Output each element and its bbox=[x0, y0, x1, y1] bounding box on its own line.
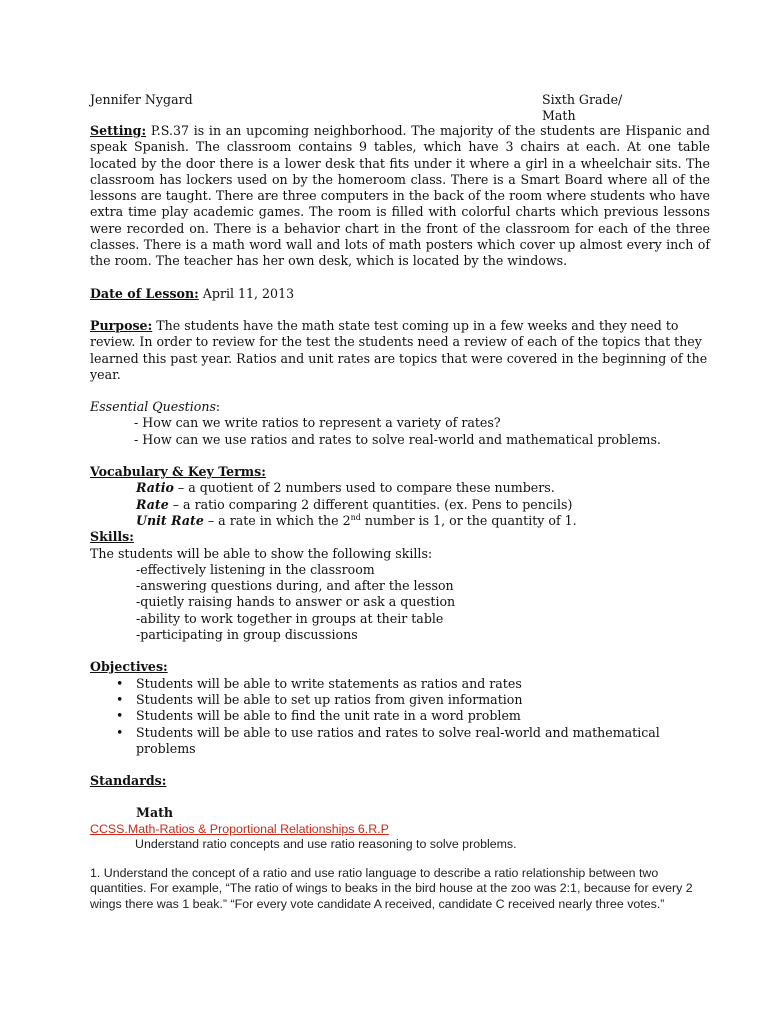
standard-1-text: 1. Understand the concept of a ratio and use ratio language to describe a ratio relationship between two quantities. For example, “The ratio of wings to beaks in the bird house at the zoo was 2:1, because for every 2 wings there was 1 beak.” “For every vote candidate A received, candidate C received nearly three votes.” bbox=[90, 865, 693, 911]
vocab-term-rate: Rate – a ratio comparing 2 different quantities. (ex. Pens to pencils) bbox=[136, 496, 573, 512]
vocabulary-heading: Vocabulary & Key Terms: bbox=[90, 464, 266, 480]
standards-subject: Math bbox=[136, 805, 174, 821]
skill-item: -ability to work together in groups at their table bbox=[136, 610, 444, 626]
setting-heading: Setting: bbox=[90, 123, 147, 138]
grade-subject: Sixth Grade/ Math bbox=[542, 92, 623, 124]
date-heading: Date of Lesson: bbox=[90, 285, 199, 301]
objective-item: • Students will be able to write statements as ratios and rates bbox=[90, 676, 710, 692]
setting-section bbox=[90, 123, 710, 270]
date-value: April 11, 2013 bbox=[202, 285, 295, 301]
skill-item: -answering questions during, and after the lesson bbox=[136, 578, 454, 594]
skills-heading: Skills: bbox=[90, 529, 134, 545]
purpose-heading: Purpose: bbox=[90, 317, 153, 333]
skills-intro: The students will be able to show the following skills: bbox=[90, 545, 433, 561]
objectives-heading: Objectives: bbox=[90, 659, 168, 675]
skill-item: -quietly raising hands to answer or ask a question bbox=[136, 594, 456, 610]
teacher-name: Jennifer Nygard bbox=[90, 92, 193, 107]
essential-question-1: - How can we write ratios to represent a variety of rates? bbox=[134, 415, 501, 431]
date-section bbox=[90, 286, 710, 302]
setting-text: P.S.37 is in an upcoming neighborhood. The majority of the students are Hispanic and speak Spanish. The classroom contains 9 tables, which have 3 chairs at each. At one table located by the door there is a lower desk that fits under it where a girl in a wheelchair sits. The classroom has lockers used on by the homeroom class. There is a Smart Board where all of the lessons are taught. There are three computers in the back of the room where students who have extra time play academic games. The room is filled with colorful charts which previous lessons were recorded on. There is a behavior chart in the front of the classroom for each of the three classes. There is a math word wall and lots of math posters which cover up almost every inch of the room. The teacher has her own desk, which is located by the windows. bbox=[90, 123, 710, 269]
vocab-term-unit-rate: Unit Rate – a rate in which the 2nd number is 1, or the quantity of 1. bbox=[136, 512, 577, 528]
objective-item: • Students will be able to set up ratios from given information bbox=[90, 692, 710, 708]
objective-item: • Students will be able to find the unit rate in a word problem bbox=[90, 708, 710, 724]
standards-heading: Standards: bbox=[90, 773, 167, 789]
vocab-term-ratio: Ratio – a quotient of 2 numbers used to compare these numbers. bbox=[136, 480, 555, 496]
purpose-text: The students have the math state test coming up in a few weeks and they need to review. In order to review for the test the students need a review of each of the topics that they learned this past year. Ratios and unit rates are topics that were covered in the beginning of the year. bbox=[90, 317, 708, 382]
objective-item: • Students will be able to use ratios and rates to solve real-world and mathematical problems bbox=[90, 725, 710, 758]
essential-questions-heading: Essential Questions: bbox=[90, 399, 221, 415]
document-body bbox=[90, 123, 710, 912]
ccss-standard-link[interactable]: CCSS.Math-Ratios & Proportional Relationships 6.R.P bbox=[90, 821, 389, 836]
skill-item: -participating in group discussions bbox=[136, 627, 358, 643]
skill-item: -effectively listening in the classroom bbox=[136, 561, 375, 577]
objectives-list bbox=[90, 676, 710, 757]
document-header bbox=[90, 92, 650, 124]
essential-question-2: - How can we use ratios and rates to solve real-world and mathematical problems. bbox=[134, 431, 661, 447]
standards-link-line bbox=[90, 822, 710, 838]
purpose-section bbox=[90, 318, 710, 383]
standards-understand: Understand ratio concepts and use ratio reasoning to solve problems. bbox=[135, 837, 517, 852]
